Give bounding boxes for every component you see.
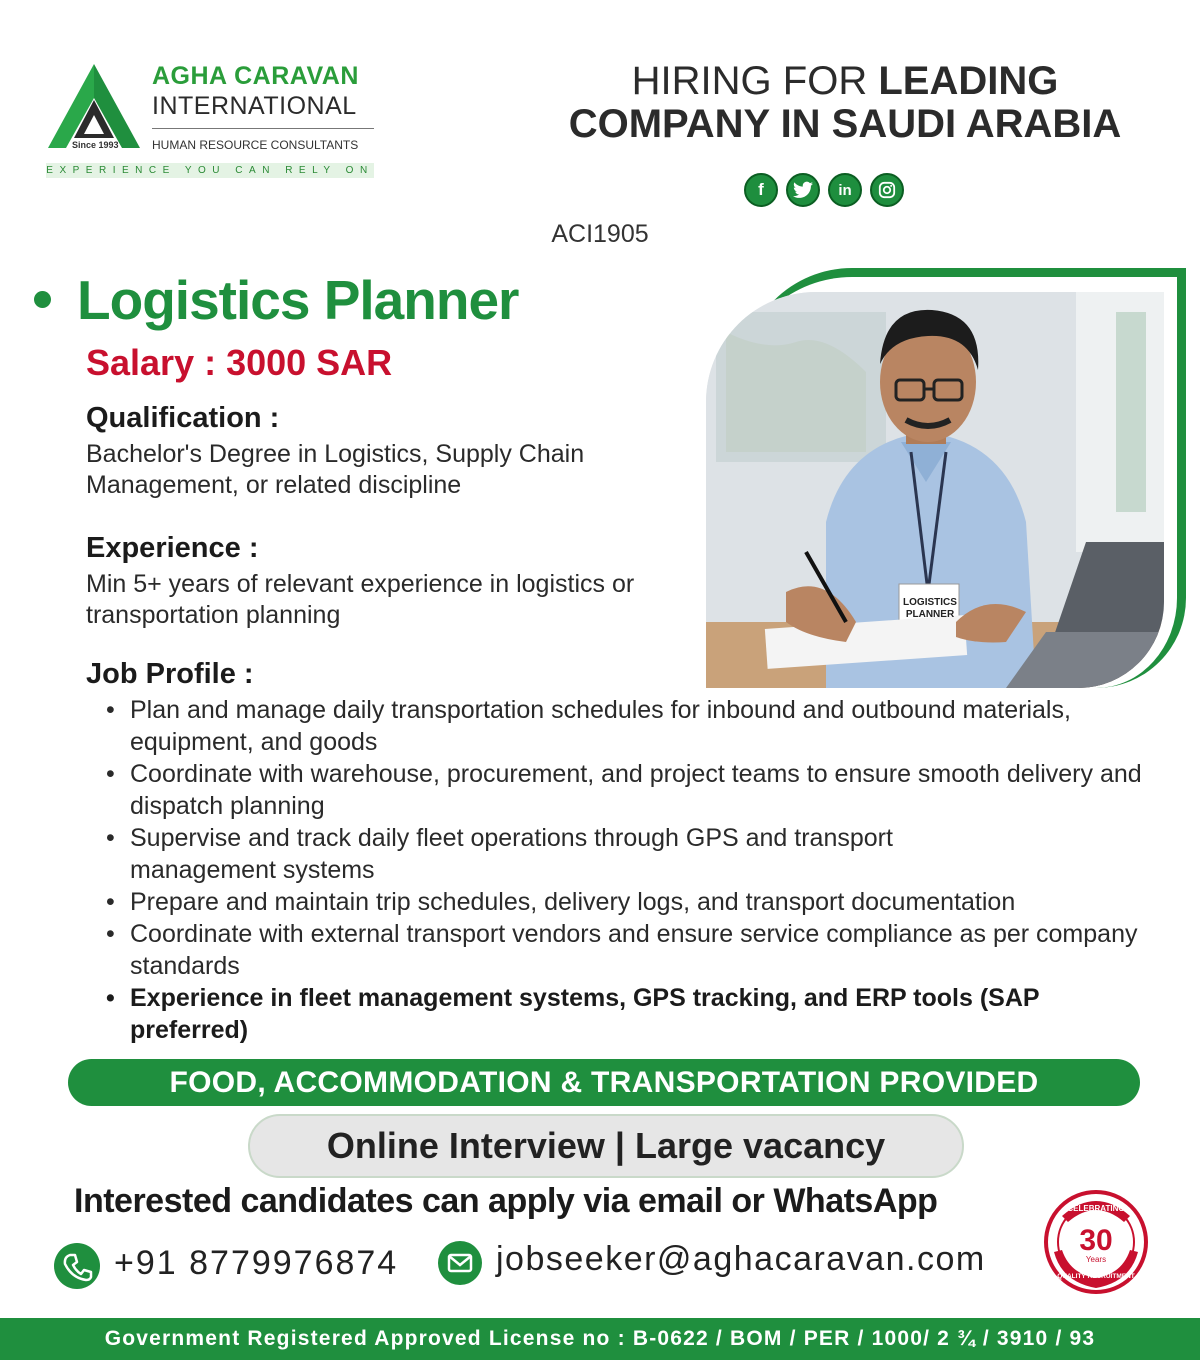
logo-tagline: EXPERIENCE YOU CAN RELY ON xyxy=(46,165,374,176)
email-address[interactable]: jobseeker@aghacaravan.com xyxy=(496,1240,986,1278)
license-footer: Government Registered Approved License no : B-0622 / BOM / PER / 1000/ 2 ¾ / 3910 / 93 xyxy=(0,1318,1200,1360)
celebrating-30-years-seal-icon xyxy=(1040,1186,1152,1298)
duty-item: • Experience in fleet management systems, GPS tracking, and ERP tools (SAP preferred) xyxy=(106,982,1186,1046)
instagram-icon[interactable] xyxy=(870,173,904,207)
hiring-bold-text-2: COMPANY IN SAUDI ARABIA xyxy=(568,102,1122,146)
hiring-bold-text-1: LEADING xyxy=(878,59,1059,103)
phone-number[interactable]: +91 8779976874 xyxy=(114,1244,399,1282)
job-title xyxy=(34,268,518,332)
logo-divider xyxy=(152,128,374,129)
experience-text: Min 5+ years of relevant experience in logistics or transportation planning xyxy=(86,570,635,629)
social-links xyxy=(744,173,904,207)
experience-heading: Experience : xyxy=(86,532,259,564)
qualification-text: Bachelor's Degree in Logistics, Supply Chain Management, or related discipline xyxy=(86,440,585,499)
logo-name-line2: INTERNATIONAL xyxy=(152,92,357,120)
photo-badge-text: LOGISTICS PLANNER xyxy=(903,597,957,620)
duty-item: • Coordinate with external transport vendors and ensure service compliance as per company standards xyxy=(106,918,1186,982)
twitter-icon[interactable] xyxy=(786,173,820,207)
qualification-heading: Qualification : xyxy=(86,402,280,434)
duty-item: • Prepare and maintain trip schedules, delivery logs, and transport documentation xyxy=(106,886,1186,918)
seal-top-text: CELEBRATING xyxy=(1067,1204,1125,1213)
seal-years: Years xyxy=(1085,1255,1107,1264)
seal-bottom-text: QUALITY RECRUITMENT xyxy=(1057,1273,1135,1280)
phone-icon[interactable] xyxy=(54,1243,100,1289)
hiring-light-text: HIRING FOR xyxy=(631,59,879,103)
logo-name-line1: AGHA CARAVAN xyxy=(152,62,359,90)
job-duties-list xyxy=(106,694,1186,1046)
interview-banner: Online Interview | Large vacancy xyxy=(248,1114,964,1178)
person-illustration xyxy=(706,292,1164,688)
hiring-headline xyxy=(520,60,1170,146)
email-icon[interactable] xyxy=(438,1241,482,1285)
company-logo xyxy=(44,60,384,180)
logo-subtitle: HUMAN RESOURCE CONSULTANTS xyxy=(152,138,359,152)
title-bullet xyxy=(34,291,51,308)
duty-item: • Plan and manage daily transportation schedules for inbound and outbound materials, equipment, and goods xyxy=(106,694,1186,758)
logo-since: Since 1993 xyxy=(72,140,119,150)
facebook-icon[interactable]: f xyxy=(744,173,778,207)
job-photo xyxy=(706,292,1164,688)
job-profile-heading: Job Profile : xyxy=(86,658,254,690)
duty-item: • Coordinate with warehouse, procurement, and project teams to ensure smooth delivery and dispatch planning xyxy=(106,758,1186,822)
salary: Salary : 3000 SAR xyxy=(86,342,393,383)
benefits-banner: FOOD, ACCOMMODATION & TRANSPORTATION PROVIDED xyxy=(68,1059,1140,1106)
job-title-text: Logistics Planner xyxy=(77,269,519,331)
seal-number: 30 xyxy=(1079,1224,1113,1257)
apply-instructions: Interested candidates can apply via email or WhatsApp xyxy=(74,1182,938,1220)
duty-item: • Supervise and track daily fleet operations through GPS and transport management systems xyxy=(106,822,1186,886)
linkedin-icon[interactable]: in xyxy=(828,173,862,207)
reference-code: ACI1905 xyxy=(551,220,649,248)
